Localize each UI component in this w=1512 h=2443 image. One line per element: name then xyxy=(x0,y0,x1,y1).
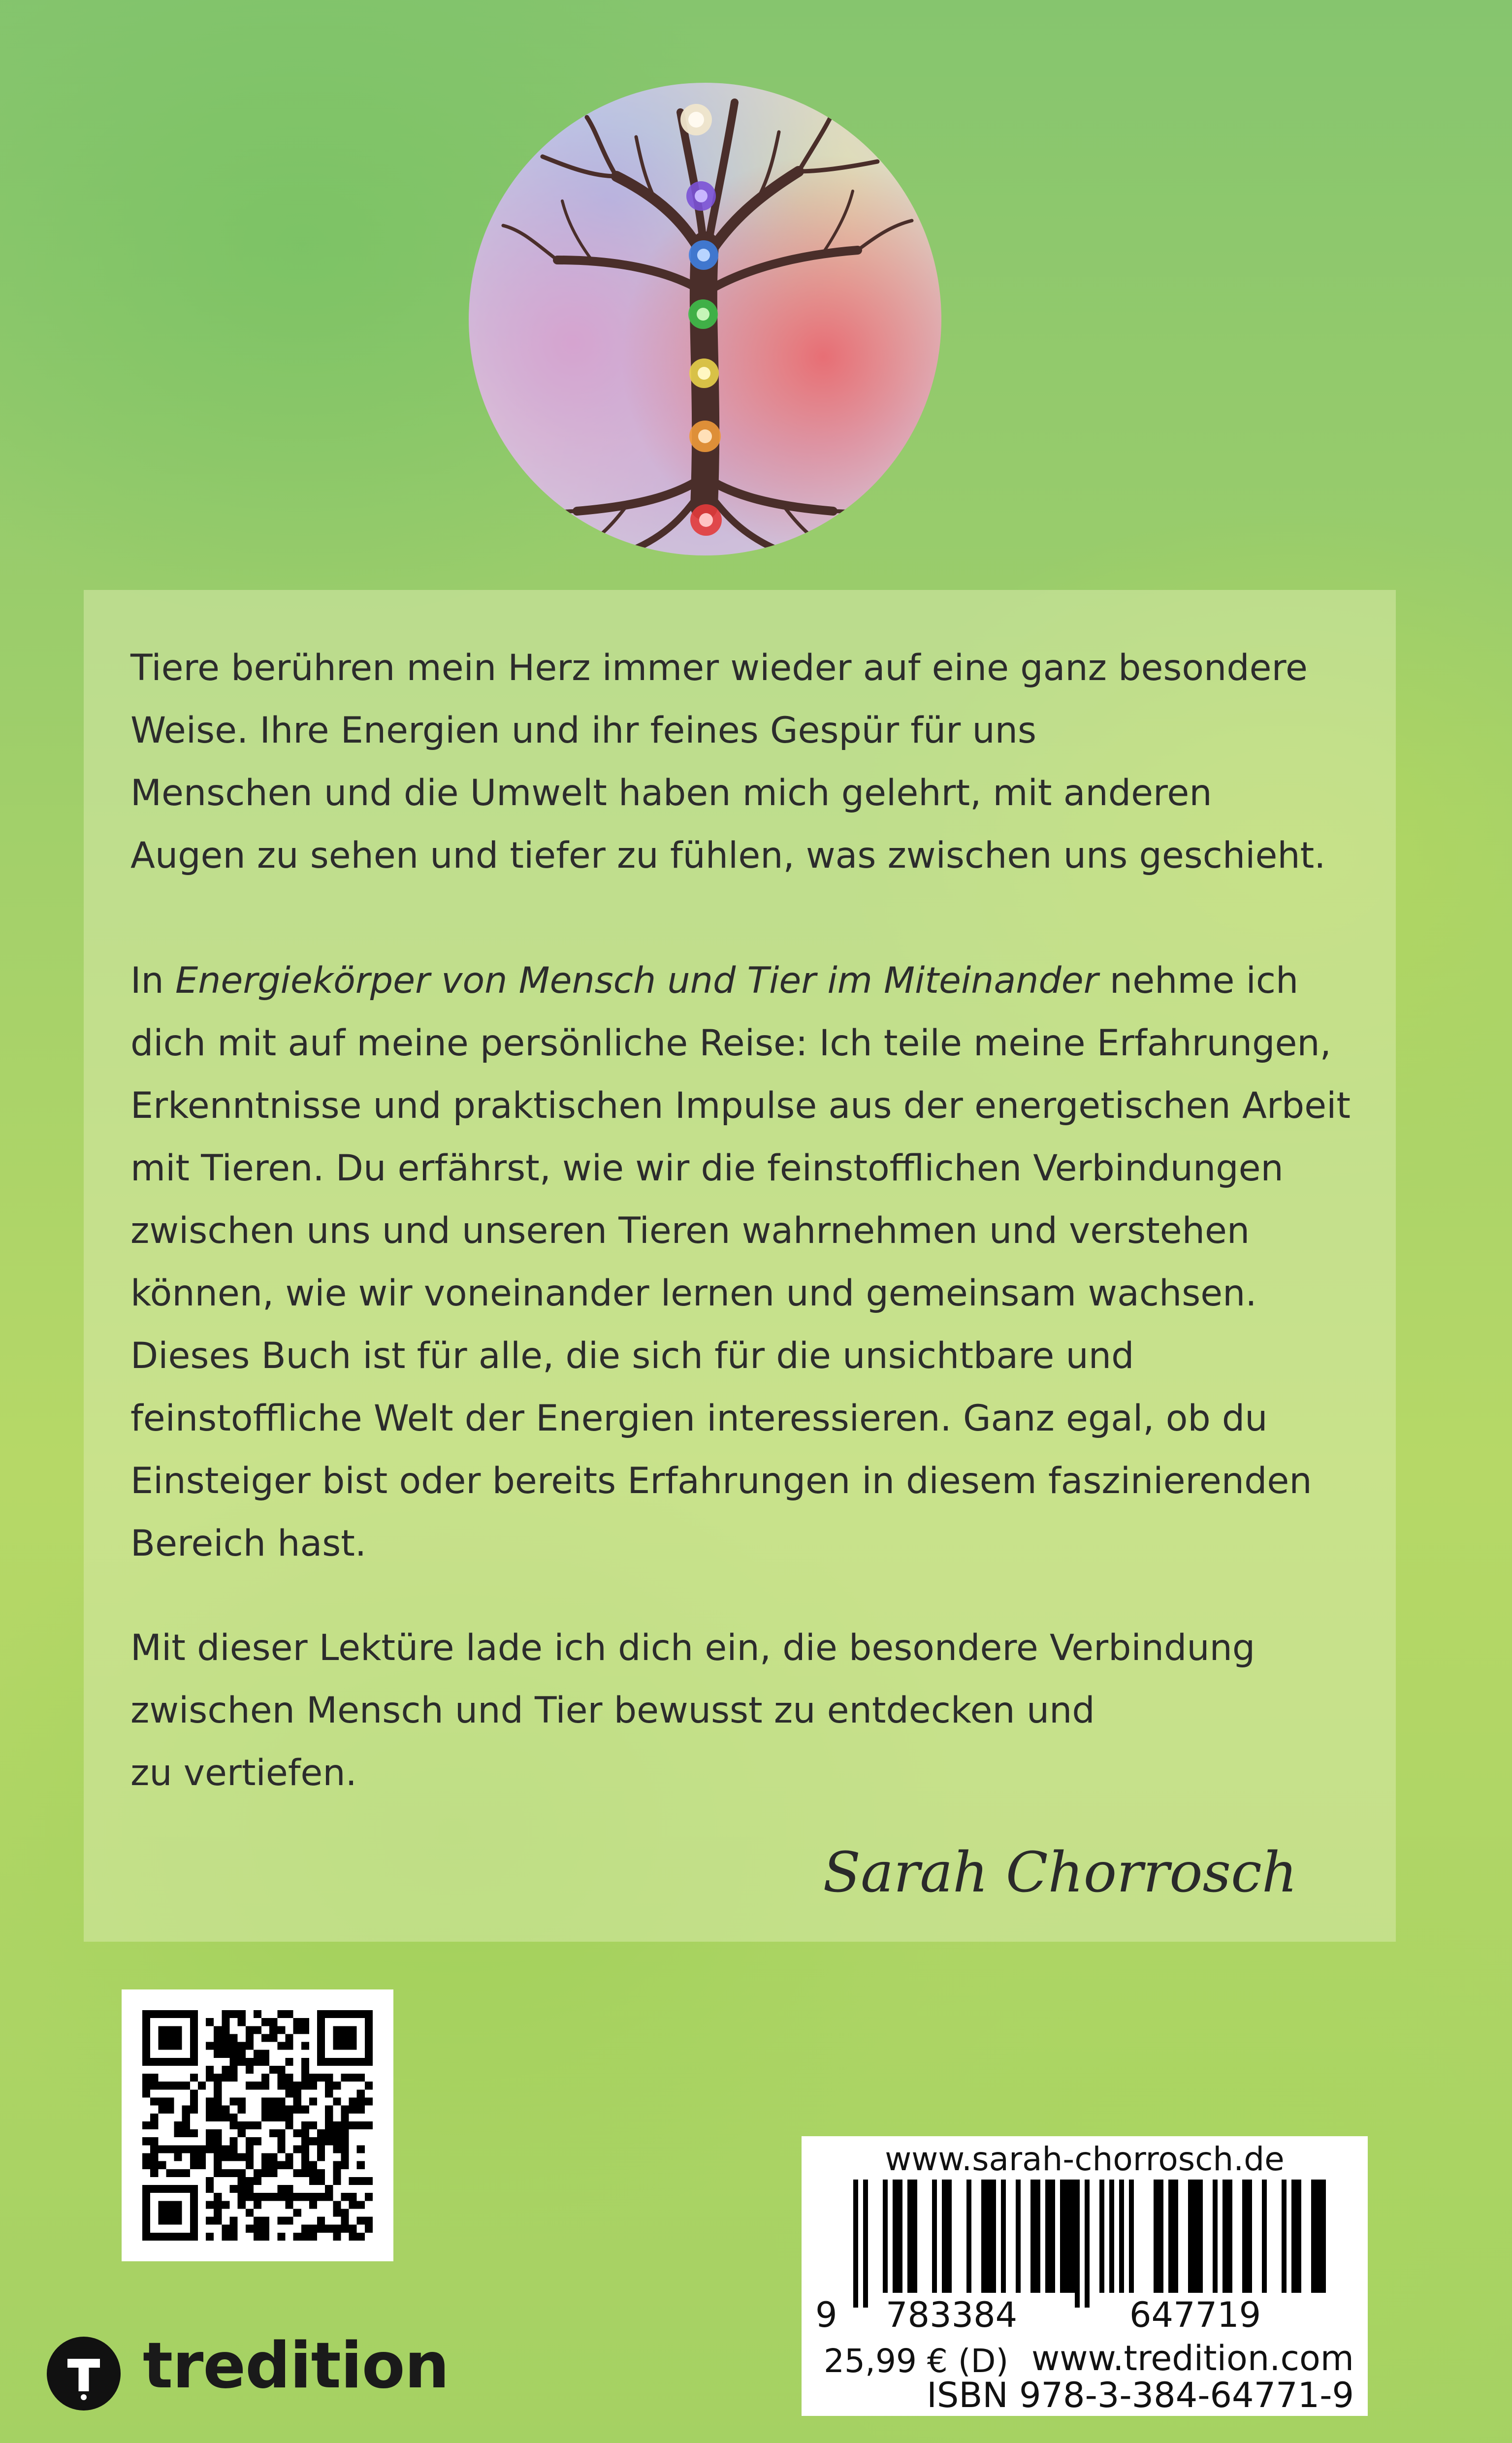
tree-illustration xyxy=(469,83,941,555)
body-first-line-rest: nehme ich xyxy=(1098,960,1299,1002)
body-line: Erkenntnisse und praktischen Impulse aus der energetischen Arbeit xyxy=(130,1085,1351,1127)
barcode-prefix-digit: 9 xyxy=(812,2295,840,2335)
body-line: feinstoffliche Welt der Energien interessieren. Ganz egal, ob du xyxy=(130,1398,1268,1439)
body-line: zwischen uns und unseren Tieren wahrnehmen und verstehen xyxy=(130,1210,1250,1252)
body-line: mit Tieren. Du erfährst, wie wir die feinstofflichen Verbindungen xyxy=(130,1147,1284,1189)
blurb-panel xyxy=(84,590,1396,1942)
intro-line: Weise. Ihre Energien und ihr feines Gespür für uns xyxy=(130,710,1037,751)
publisher-website[interactable]: www.tredition.com xyxy=(1031,2338,1354,2378)
closing-paragraph xyxy=(130,1617,1351,1804)
barcode-icon xyxy=(843,2180,1326,2308)
intro-line: Tiere berühren mein Herz immer wieder auf eine ganz besondere xyxy=(130,647,1308,689)
body-lead: In xyxy=(130,960,176,1002)
body-line: Bereich hast. xyxy=(130,1523,367,1564)
author-website[interactable]: www.sarah-chorrosch.de xyxy=(885,2140,1285,2178)
author-signature: Sarah Chorrosch xyxy=(823,1841,1297,1905)
body-line: Dieses Buch ist für alle, die sich für die unsichtbare und xyxy=(130,1335,1134,1377)
body-line: dich mit auf meine persönliche Reise: Ich teile meine Erfahrungen, xyxy=(130,1022,1331,1064)
isbn-label: ISBN 978-3-384-64771-9 xyxy=(927,2375,1354,2415)
qr-code[interactable] xyxy=(122,1989,393,2261)
body-line: Einsteiger bist oder bereits Erfahrungen in diesem faszinierenden xyxy=(130,1460,1312,1502)
chakra-tree-icon xyxy=(469,83,941,555)
closing-line: Mit dieser Lektüre lade ich dich ein, die besondere Verbindung xyxy=(130,1627,1255,1669)
qr-code-icon xyxy=(142,2010,373,2241)
intro-line: Menschen und die Umwelt haben mich gelehrt, mit anderen xyxy=(130,772,1212,814)
body-line: können, wie wir voneinander lernen und gemeinsam wachsen. xyxy=(130,1272,1257,1314)
closing-line: zu vertiefen. xyxy=(130,1752,357,1794)
barcode-right-digits: 647719 xyxy=(1126,2295,1264,2335)
barcode-box xyxy=(802,2136,1368,2416)
tredition-logo-icon xyxy=(47,2337,121,2410)
price-label: 25,99 € (D) xyxy=(824,2342,1009,2380)
intro-line: Augen zu sehen und tiefer zu fühlen, was zwischen uns geschieht. xyxy=(130,835,1326,877)
body-paragraph xyxy=(130,949,1351,1575)
barcode-left-digits: 783384 xyxy=(883,2295,1020,2335)
publisher-name: tredition xyxy=(143,2329,449,2403)
intro-paragraph xyxy=(130,637,1351,887)
book-title: Energiekörper von Mensch und Tier im Miteinander xyxy=(175,960,1098,1002)
closing-line: zwischen Mensch und Tier bewusst zu entdecken und xyxy=(130,1690,1095,1731)
